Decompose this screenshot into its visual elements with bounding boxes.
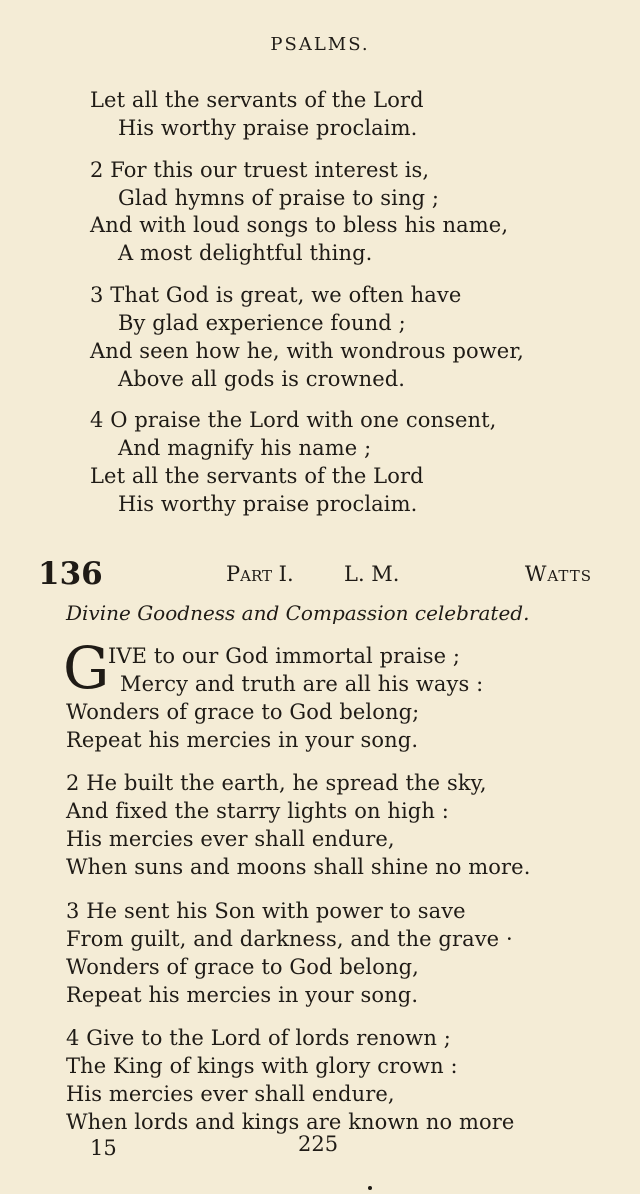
hymn-line: The King of kings with glory crown : [66,1054,458,1078]
hymn-line: 2 He built the earth, he spread the sky, [66,771,487,795]
hymn-line: IVE to our God immortal praise ; [108,644,461,668]
hymn-line: His mercies ever shall endure, [66,1082,395,1106]
hymn-line: 3 That God is great, we often have [90,283,462,307]
drop-cap: G [63,634,110,702]
hymn-author: Watts [524,562,592,586]
hymn-line: Glad hymns of praise to sing ; [118,186,440,210]
hymn-line: And fixed the starry lights on high : [66,799,449,823]
hymn-line: When lords and kings are known no more [66,1110,515,1134]
hymn-line: Wonders of grace to God belong, [66,955,419,979]
page-header: PSALMS. [270,34,370,55]
hymn-line: Mercy and truth are all his ways : [120,672,484,696]
hymn-number: 136 [38,556,103,592]
hymn-line: Let all the servants of the Lord [90,88,424,112]
hymn-part: Part I. [226,562,294,586]
hymn-line: Wonders of grace to God belong; [66,700,420,724]
hymn-line: Repeat his mercies in your song. [66,728,419,752]
hymn-line: His worthy praise proclaim. [118,116,418,140]
hymn-line: 4 O praise the Lord with one consent, [90,408,497,432]
hymn-line: And seen how he, with wondrous power, [90,339,524,363]
hymn-title: Divine Goodness and Compassion celebrated. [66,601,530,625]
hymn-line: His worthy praise proclaim. [118,492,418,516]
hymn-line: His mercies ever shall endure, [66,827,395,851]
page-number-center: 225 [298,1132,339,1156]
hymn-line: And magnify his name ; [118,436,372,460]
hymn-line: Above all gods is crowned. [118,367,406,391]
page-number-left: 15 [90,1136,117,1160]
hymn-line: Repeat his mercies in your song. [66,983,419,1007]
hymn-line: By glad experience found ; [118,311,406,335]
hymn-line: When suns and moons shall shine no more. [66,855,531,879]
hymn-line: Let all the servants of the Lord [90,464,424,488]
hymn-line: And with loud songs to bless his name, [90,213,509,237]
ink-mark [368,1186,372,1190]
hymn-line: A most delightful thing. [118,241,373,265]
hymn-line: 4 Give to the Lord of lords renown ; [66,1026,451,1050]
hymn-meter: L. M. [344,562,400,586]
hymn-line: 2 For this our truest interest is, [90,158,430,182]
hymn-line: 3 He sent his Son with power to save [66,899,466,923]
hymn-line: From guilt, and darkness, and the grave · [66,927,513,951]
